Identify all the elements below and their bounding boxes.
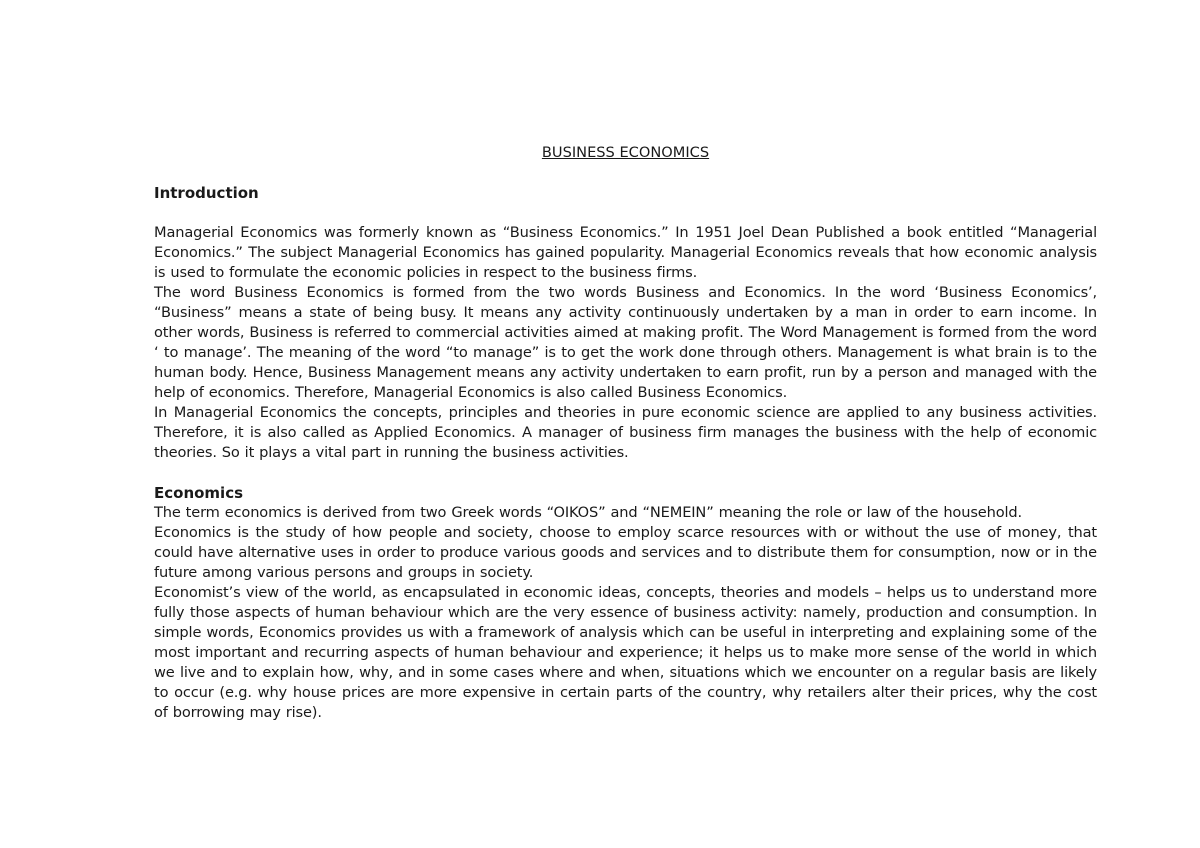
intro-paragraph-1: Managerial Economics was formerly known as “Business Economics.” In 1951 Joel Dean Published a book entitled “Managerial Economics.” The subject Managerial Economics has gained popularity. Managerial Economics reveals that how economic analysis is used to formulate the economic policies in respect to the business firms. <box>154 224 1097 281</box>
section-heading-economics: Economics <box>154 484 244 502</box>
economics-paragraph-3: Economist’s view of the world, as encapsulated in economic ideas, concepts, theories and models – helps us to understand more fully those aspects of human behaviour which are the very essence of business activity: namely, production and consumption. In simple words, Economics provides us with a framework of analysis which can be useful in interpreting and explaining some of the most important and recurring aspects of human behaviour and experience; it helps us to make more sense of the world in which we live and to explain how, why, and in some cases where and when, situations which we encounter on a regular basis are likely to occur (e.g. why house prices are more expensive in certain parts of the country, why retailers alter their prices, why the cost of borrowing may rise). <box>154 584 1097 721</box>
document-page <box>154 143 1097 723</box>
economics-paragraph-2: Economics is the study of how people and society, choose to employ scarce resources with or without the use of money, that could have alternative uses in order to produce various goods and services and to distribute them for consumption, now or in the future among various persons and groups in society. <box>154 524 1097 581</box>
spacer <box>154 463 1097 483</box>
intro-paragraph-2: The word Business Economics is formed from the two words Business and Economics. In the word ‘Business Economics’, “Business” means a state of being busy. It means any activity continuously undertaken by a man in order to earn income. In other words, Business is referred to commercial activities aimed at making profit. The Word Management is formed from the word ‘ to manage’. The meaning of the word “to manage” is to get the work done through others. Management is what brain is to the human body. Hence, Business Management means any activity undertaken to earn profit, run by a person and managed with the help of economics. Therefore, Managerial Economics is also called Business Economics. <box>154 284 1097 401</box>
section-heading-introduction: Introduction <box>154 184 259 202</box>
intro-paragraph-3: In Managerial Economics the concepts, principles and theories in pure economic science are applied to any business activities. Therefore, it is also called as Applied Economics. A manager of business firm manages the business with the help of economic theories. So it plays a vital part in running the business activities. <box>154 404 1097 461</box>
document-title: BUSINESS ECONOMICS <box>541 144 710 161</box>
spacer <box>154 203 1097 223</box>
economics-paragraph-1: The term economics is derived from two Greek words “OIKOS” and “NEMEIN” meaning the role or law of the household. <box>154 504 1022 521</box>
